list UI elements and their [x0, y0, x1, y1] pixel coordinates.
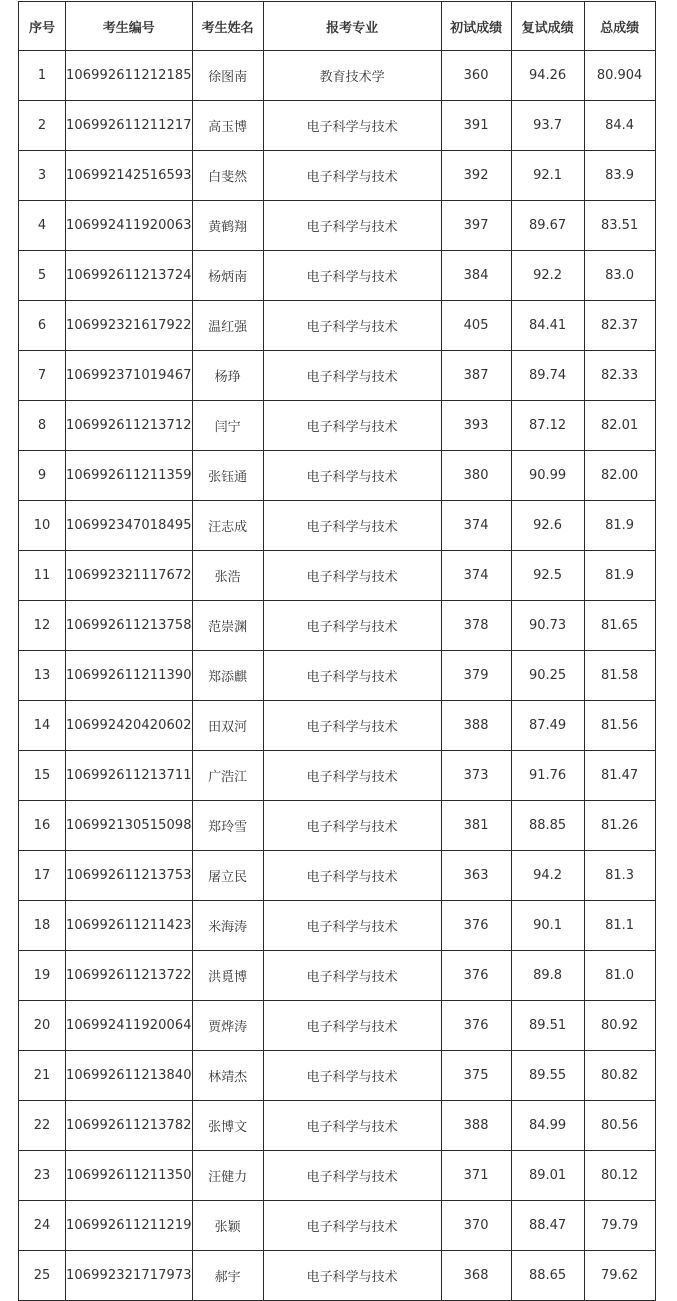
cell-major: 电子科学与技术 [263, 951, 441, 1001]
cell-candidate-id: 106992611212185 [66, 51, 193, 101]
cell-second-score: 88.85 [511, 801, 584, 851]
cell-candidate-id: 106992411920064 [66, 1001, 193, 1051]
table-row [19, 501, 656, 551]
header-major: 报考专业 [263, 2, 441, 51]
cell-candidate-name: 杨炳南 [192, 251, 263, 301]
cell-first-score: 376 [441, 1001, 511, 1051]
cell-major: 电子科学与技术 [263, 1051, 441, 1101]
table-row [19, 951, 656, 1001]
cell-second-score: 92.6 [511, 501, 584, 551]
cell-candidate-name: 张钰通 [192, 451, 263, 501]
cell-major: 电子科学与技术 [263, 151, 441, 201]
cell-second-score: 84.41 [511, 301, 584, 351]
cell-major: 电子科学与技术 [263, 251, 441, 301]
cell-first-score: 397 [441, 201, 511, 251]
cell-first-score: 375 [441, 1051, 511, 1101]
cell-candidate-name: 洪覓博 [192, 951, 263, 1001]
cell-index: 10 [19, 501, 66, 551]
cell-first-score: 374 [441, 501, 511, 551]
cell-major: 电子科学与技术 [263, 1201, 441, 1251]
cell-first-score: 378 [441, 601, 511, 651]
cell-major: 电子科学与技术 [263, 1251, 441, 1301]
cell-candidate-id: 106992611213782 [66, 1101, 193, 1151]
cell-first-score: 392 [441, 151, 511, 201]
cell-candidate-name: 张颖 [192, 1201, 263, 1251]
cell-total-score: 82.33 [584, 351, 655, 401]
cell-total-score: 81.47 [584, 751, 655, 801]
score-table [18, 1, 656, 1301]
table-row [19, 1151, 656, 1201]
cell-total-score: 83.9 [584, 151, 655, 201]
header-first-score: 初试成绩 [441, 2, 511, 51]
cell-candidate-name: 林靖杰 [192, 1051, 263, 1101]
cell-candidate-id: 106992347018495 [66, 501, 193, 551]
cell-candidate-name: 贾烨涛 [192, 1001, 263, 1051]
cell-first-score: 379 [441, 651, 511, 701]
cell-major: 电子科学与技术 [263, 601, 441, 651]
cell-candidate-id: 106992611213840 [66, 1051, 193, 1101]
cell-candidate-id: 106992321717973 [66, 1251, 193, 1301]
cell-total-score: 79.79 [584, 1201, 655, 1251]
cell-total-score: 82.01 [584, 401, 655, 451]
cell-index: 11 [19, 551, 66, 601]
cell-candidate-id: 106992611213711 [66, 751, 193, 801]
cell-major: 电子科学与技术 [263, 301, 441, 351]
table-row [19, 1201, 656, 1251]
table-row [19, 1251, 656, 1301]
cell-total-score: 81.58 [584, 651, 655, 701]
cell-index: 15 [19, 751, 66, 801]
header-index: 序号 [19, 2, 66, 51]
cell-total-score: 81.26 [584, 801, 655, 851]
header-second-score: 复试成绩 [511, 2, 584, 51]
table-row [19, 651, 656, 701]
cell-first-score: 387 [441, 351, 511, 401]
cell-first-score: 360 [441, 51, 511, 101]
cell-second-score: 91.76 [511, 751, 584, 801]
cell-first-score: 391 [441, 101, 511, 151]
cell-first-score: 371 [441, 1151, 511, 1201]
table-row [19, 851, 656, 901]
header-candidate-name: 考生姓名 [192, 2, 263, 51]
cell-candidate-name: 广浩江 [192, 751, 263, 801]
table-row [19, 1001, 656, 1051]
cell-index: 5 [19, 251, 66, 301]
cell-second-score: 92.5 [511, 551, 584, 601]
table-row [19, 901, 656, 951]
cell-first-score: 405 [441, 301, 511, 351]
table-row [19, 1101, 656, 1151]
cell-first-score: 370 [441, 1201, 511, 1251]
cell-major: 电子科学与技术 [263, 451, 441, 501]
cell-index: 22 [19, 1101, 66, 1151]
table-row [19, 351, 656, 401]
cell-index: 17 [19, 851, 66, 901]
cell-total-score: 82.00 [584, 451, 655, 501]
cell-first-score: 388 [441, 1101, 511, 1151]
table-row [19, 551, 656, 601]
cell-major: 电子科学与技术 [263, 101, 441, 151]
cell-index: 21 [19, 1051, 66, 1101]
cell-candidate-name: 白斐然 [192, 151, 263, 201]
cell-candidate-name: 徐图南 [192, 51, 263, 101]
cell-total-score: 83.0 [584, 251, 655, 301]
table-row [19, 701, 656, 751]
cell-index: 16 [19, 801, 66, 851]
cell-total-score: 80.56 [584, 1101, 655, 1151]
table-row [19, 101, 656, 151]
cell-major: 电子科学与技术 [263, 1101, 441, 1151]
header-total-score: 总成绩 [584, 2, 655, 51]
cell-index: 6 [19, 301, 66, 351]
cell-second-score: 90.73 [511, 601, 584, 651]
cell-index: 18 [19, 901, 66, 951]
cell-second-score: 89.8 [511, 951, 584, 1001]
cell-candidate-name: 范崇渊 [192, 601, 263, 651]
cell-candidate-id: 106992611213758 [66, 601, 193, 651]
cell-total-score: 80.82 [584, 1051, 655, 1101]
cell-candidate-name: 杨琤 [192, 351, 263, 401]
cell-index: 7 [19, 351, 66, 401]
cell-index: 14 [19, 701, 66, 751]
cell-first-score: 376 [441, 951, 511, 1001]
cell-second-score: 94.2 [511, 851, 584, 901]
cell-candidate-id: 106992611213722 [66, 951, 193, 1001]
cell-index: 23 [19, 1151, 66, 1201]
header-candidate-id: 考生编号 [66, 2, 193, 51]
table-row [19, 751, 656, 801]
cell-candidate-name: 温红强 [192, 301, 263, 351]
cell-candidate-id: 106992611211390 [66, 651, 193, 701]
cell-first-score: 363 [441, 851, 511, 901]
cell-candidate-name: 张博文 [192, 1101, 263, 1151]
cell-first-score: 380 [441, 451, 511, 501]
cell-second-score: 88.47 [511, 1201, 584, 1251]
cell-first-score: 388 [441, 701, 511, 751]
cell-index: 25 [19, 1251, 66, 1301]
cell-candidate-id: 106992611211350 [66, 1151, 193, 1201]
cell-major: 电子科学与技术 [263, 751, 441, 801]
table-row [19, 1051, 656, 1101]
cell-major: 电子科学与技术 [263, 851, 441, 901]
cell-major: 电子科学与技术 [263, 501, 441, 551]
cell-index: 12 [19, 601, 66, 651]
cell-total-score: 81.3 [584, 851, 655, 901]
cell-second-score: 90.99 [511, 451, 584, 501]
cell-total-score: 84.4 [584, 101, 655, 151]
cell-major: 教育技术学 [263, 51, 441, 101]
cell-index: 3 [19, 151, 66, 201]
cell-candidate-id: 106992130515098 [66, 801, 193, 851]
cell-total-score: 82.37 [584, 301, 655, 351]
cell-second-score: 87.49 [511, 701, 584, 751]
cell-second-score: 92.1 [511, 151, 584, 201]
cell-second-score: 89.74 [511, 351, 584, 401]
cell-major: 电子科学与技术 [263, 801, 441, 851]
cell-total-score: 80.904 [584, 51, 655, 101]
table-row [19, 601, 656, 651]
cell-first-score: 376 [441, 901, 511, 951]
cell-second-score: 87.12 [511, 401, 584, 451]
cell-major: 电子科学与技术 [263, 901, 441, 951]
cell-first-score: 374 [441, 551, 511, 601]
cell-candidate-name: 田双河 [192, 701, 263, 751]
cell-index: 9 [19, 451, 66, 501]
cell-first-score: 384 [441, 251, 511, 301]
table-row [19, 201, 656, 251]
cell-major: 电子科学与技术 [263, 651, 441, 701]
cell-candidate-name: 汪志成 [192, 501, 263, 551]
table-row [19, 151, 656, 201]
cell-second-score: 92.2 [511, 251, 584, 301]
cell-major: 电子科学与技术 [263, 351, 441, 401]
cell-major: 电子科学与技术 [263, 401, 441, 451]
cell-major: 电子科学与技术 [263, 1151, 441, 1201]
cell-candidate-id: 106992611211217 [66, 101, 193, 151]
cell-second-score: 84.99 [511, 1101, 584, 1151]
cell-major: 电子科学与技术 [263, 201, 441, 251]
cell-second-score: 89.55 [511, 1051, 584, 1101]
cell-candidate-id: 106992611211219 [66, 1201, 193, 1251]
table-row [19, 401, 656, 451]
cell-index: 8 [19, 401, 66, 451]
cell-total-score: 81.65 [584, 601, 655, 651]
cell-index: 1 [19, 51, 66, 101]
cell-candidate-name: 闫宁 [192, 401, 263, 451]
cell-second-score: 94.26 [511, 51, 584, 101]
cell-total-score: 79.62 [584, 1251, 655, 1301]
cell-index: 19 [19, 951, 66, 1001]
cell-total-score: 81.1 [584, 901, 655, 951]
header-row [19, 2, 656, 51]
table-row [19, 251, 656, 301]
cell-candidate-name: 郝宇 [192, 1251, 263, 1301]
cell-first-score: 381 [441, 801, 511, 851]
cell-second-score: 90.1 [511, 901, 584, 951]
cell-candidate-id: 106992611211423 [66, 901, 193, 951]
cell-total-score: 81.9 [584, 501, 655, 551]
cell-index: 13 [19, 651, 66, 701]
cell-candidate-name: 屠立民 [192, 851, 263, 901]
cell-candidate-id: 106992611211359 [66, 451, 193, 501]
table-row [19, 451, 656, 501]
cell-total-score: 81.0 [584, 951, 655, 1001]
cell-first-score: 393 [441, 401, 511, 451]
cell-total-score: 81.9 [584, 551, 655, 601]
cell-second-score: 89.67 [511, 201, 584, 251]
cell-index: 2 [19, 101, 66, 151]
cell-candidate-id: 106992371019467 [66, 351, 193, 401]
cell-candidate-name: 郑玲雪 [192, 801, 263, 851]
cell-candidate-id: 106992611213724 [66, 251, 193, 301]
cell-candidate-id: 106992321617922 [66, 301, 193, 351]
cell-total-score: 81.56 [584, 701, 655, 751]
cell-total-score: 80.12 [584, 1151, 655, 1201]
cell-candidate-id: 106992420420602 [66, 701, 193, 751]
cell-major: 电子科学与技术 [263, 701, 441, 751]
cell-candidate-name: 黄鹤翔 [192, 201, 263, 251]
cell-first-score: 373 [441, 751, 511, 801]
cell-first-score: 368 [441, 1251, 511, 1301]
cell-total-score: 83.51 [584, 201, 655, 251]
cell-second-score: 89.51 [511, 1001, 584, 1051]
cell-major: 电子科学与技术 [263, 1001, 441, 1051]
cell-candidate-name: 郑添麒 [192, 651, 263, 701]
cell-candidate-name: 米海涛 [192, 901, 263, 951]
cell-second-score: 93.7 [511, 101, 584, 151]
cell-second-score: 90.25 [511, 651, 584, 701]
cell-second-score: 88.65 [511, 1251, 584, 1301]
cell-index: 4 [19, 201, 66, 251]
cell-candidate-id: 106992611213712 [66, 401, 193, 451]
table-row [19, 51, 656, 101]
cell-candidate-id: 106992411920063 [66, 201, 193, 251]
cell-index: 20 [19, 1001, 66, 1051]
cell-candidate-id: 106992321117672 [66, 551, 193, 601]
cell-candidate-id: 106992611213753 [66, 851, 193, 901]
table-row [19, 801, 656, 851]
cell-major: 电子科学与技术 [263, 551, 441, 601]
cell-candidate-name: 汪健力 [192, 1151, 263, 1201]
cell-index: 24 [19, 1201, 66, 1251]
cell-second-score: 89.01 [511, 1151, 584, 1201]
cell-total-score: 80.92 [584, 1001, 655, 1051]
cell-candidate-name: 张浩 [192, 551, 263, 601]
cell-candidate-id: 106992142516593 [66, 151, 193, 201]
table-row [19, 301, 656, 351]
cell-candidate-name: 高玉博 [192, 101, 263, 151]
table-body [19, 51, 656, 1301]
